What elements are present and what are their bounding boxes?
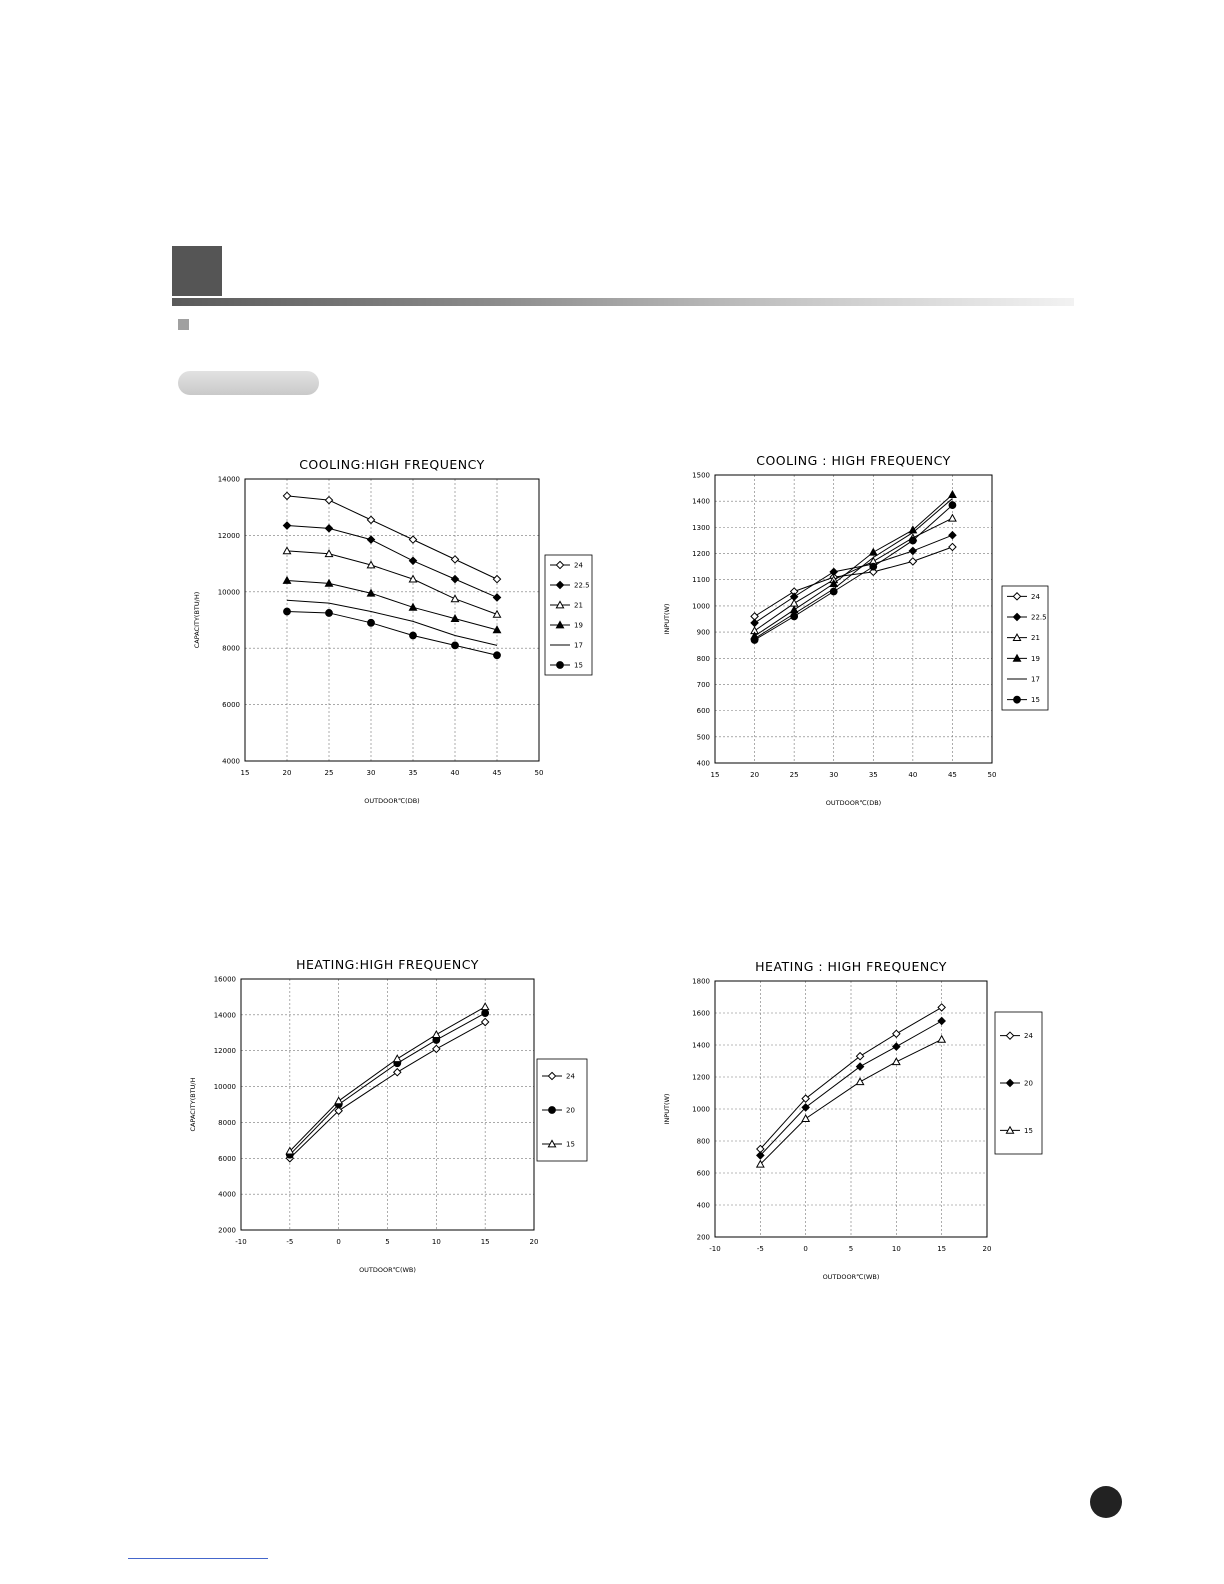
data-point	[482, 1010, 489, 1017]
x-tick-label: 40	[450, 769, 460, 777]
legend-label: 17	[574, 641, 583, 650]
data-point	[909, 537, 916, 544]
series-line	[287, 612, 497, 656]
legend-label: 21	[574, 601, 583, 610]
x-tick-label: 20	[282, 769, 292, 777]
data-point	[870, 563, 877, 570]
legend-label: 22.5	[1031, 613, 1047, 622]
series-line	[287, 526, 497, 598]
x-tick-label: 20	[750, 771, 760, 779]
data-point	[367, 516, 374, 523]
legend-label: 20	[1024, 1079, 1033, 1088]
data-point	[452, 642, 459, 649]
x-tick-label: 5	[848, 1245, 854, 1253]
y-tick-label: 1200	[692, 1073, 710, 1082]
y-axis-label: INPUT(W)	[663, 603, 671, 635]
series-line	[287, 600, 497, 645]
y-tick-label: 1200	[692, 550, 710, 559]
y-tick-label: 400	[696, 1201, 710, 1210]
data-point	[949, 543, 956, 550]
x-tick-label: 5	[385, 1238, 390, 1246]
y-tick-label: 200	[696, 1233, 710, 1242]
data-point	[751, 619, 758, 626]
heating-capacity-chart	[180, 950, 600, 1290]
data-point	[326, 610, 333, 617]
data-point	[394, 1055, 401, 1061]
x-tick-label: 10	[431, 1238, 441, 1246]
data-point	[938, 1017, 945, 1024]
x-tick-label: 40	[908, 771, 918, 779]
cooling-capacity-chart	[180, 450, 620, 825]
series-line	[755, 499, 953, 639]
y-tick-label: 700	[696, 680, 710, 689]
data-point	[433, 1031, 440, 1037]
x-tick-label: 30	[366, 769, 376, 777]
data-point	[893, 1058, 900, 1064]
y-tick-label: 6000	[218, 1154, 236, 1163]
data-point	[325, 525, 332, 532]
data-point	[493, 576, 500, 583]
data-point	[325, 497, 332, 504]
data-point	[870, 549, 877, 555]
y-tick-label: 900	[696, 628, 710, 637]
x-tick-label: 25	[324, 769, 334, 777]
data-point	[856, 1078, 863, 1084]
y-tick-label: 1100	[692, 576, 710, 585]
x-tick-label: 20	[982, 1245, 992, 1253]
data-point	[856, 1063, 863, 1070]
y-tick-label: 1300	[692, 523, 710, 532]
y-tick-label: 8000	[222, 644, 240, 653]
y-tick-label: 1800	[692, 977, 710, 986]
data-point	[493, 594, 500, 601]
data-point	[451, 595, 458, 601]
series-19	[751, 491, 956, 639]
y-tick-label: 2000	[218, 1226, 236, 1235]
y-tick-label: 400	[696, 759, 710, 768]
data-point	[283, 492, 290, 499]
x-tick-label: 15	[240, 769, 250, 777]
data-point	[409, 557, 416, 564]
y-tick-label: 800	[696, 654, 710, 663]
y-tick-label: 1600	[692, 1009, 710, 1018]
data-point	[893, 1030, 900, 1037]
y-tick-label: 14000	[213, 1011, 236, 1020]
data-point	[909, 558, 916, 565]
legend	[537, 1059, 587, 1161]
page-number-badge	[1090, 1486, 1122, 1518]
x-tick-label: 15	[937, 1245, 947, 1253]
data-point	[802, 1115, 809, 1121]
legend-label: 15	[574, 661, 583, 670]
data-point	[751, 637, 758, 644]
data-point	[830, 588, 837, 595]
data-point	[949, 502, 956, 509]
plot-area-frame	[245, 479, 539, 761]
data-point	[451, 556, 458, 563]
legend-label: 15	[566, 1140, 575, 1149]
y-tick-label: 1400	[692, 497, 710, 506]
x-tick-label: 35	[868, 771, 878, 779]
legend-label: 20	[566, 1106, 575, 1115]
data-point	[482, 1003, 489, 1009]
legend-label: 15	[1031, 696, 1040, 705]
series-24	[751, 543, 956, 620]
grid	[241, 979, 534, 1230]
y-tick-label: 4000	[218, 1190, 236, 1199]
heating-input-chart	[663, 950, 1072, 1295]
legend-label: 22.5	[574, 581, 590, 590]
y-axis-label: INPUT(W)	[663, 1093, 671, 1125]
legend-label: 17	[1031, 675, 1040, 684]
legend-label: 24	[1031, 592, 1040, 601]
y-tick-label: 1400	[692, 1041, 710, 1050]
legend-frame	[545, 555, 592, 675]
chart-title: COOLING : HIGH FREQUENCY	[756, 453, 951, 468]
y-tick-label: 4000	[222, 757, 240, 766]
x-tick-label: 10	[891, 1245, 901, 1253]
y-tick-label: 1500	[692, 471, 710, 480]
series-line	[290, 1022, 485, 1158]
data-point	[791, 613, 798, 620]
cooling-input-chart	[663, 450, 1072, 825]
x-tick-label: 25	[789, 771, 799, 779]
legend-label: 24	[574, 561, 583, 570]
section-header-rule	[172, 298, 1074, 306]
data-point	[283, 522, 290, 529]
series-15	[751, 502, 956, 644]
series-17	[755, 499, 953, 639]
y-tick-label: 14000	[217, 475, 240, 484]
y-tick-label: 10000	[213, 1083, 236, 1092]
legend-marker	[549, 1107, 556, 1114]
data-point	[410, 632, 417, 639]
x-axis-label: OUTDOOR℃(WB)	[822, 1273, 880, 1281]
x-tick-label: 20	[529, 1238, 539, 1246]
legend	[545, 555, 592, 675]
y-tick-label: 600	[696, 1169, 710, 1178]
series-line	[755, 495, 953, 636]
data-point	[433, 1045, 440, 1052]
y-tick-label: 8000	[218, 1118, 236, 1127]
y-tick-label: 1000	[692, 602, 710, 611]
data-point	[949, 532, 956, 539]
y-tick-label: 600	[696, 707, 710, 716]
x-tick-label: 45	[492, 769, 502, 777]
legend-label: 24	[1024, 1032, 1033, 1041]
legend-frame	[1002, 586, 1048, 710]
legend-label: 19	[574, 621, 583, 630]
data-point	[482, 1018, 489, 1025]
chart-title: HEATING:HIGH FREQUENCY	[296, 957, 479, 972]
x-axis-label: OUTDOOR℃(DB)	[825, 799, 882, 807]
footer-link-underline	[128, 1558, 268, 1559]
data-point	[367, 536, 374, 543]
x-tick-label: -10	[235, 1238, 247, 1246]
series-17	[287, 600, 497, 645]
legend-marker	[1014, 696, 1021, 703]
y-tick-label: 500	[696, 733, 710, 742]
data-point	[938, 1036, 945, 1042]
series-line	[287, 496, 497, 579]
legend-label: 24	[566, 1072, 575, 1081]
series-24	[283, 492, 500, 582]
x-tick-label: 0	[336, 1238, 341, 1246]
subsection-bullet	[178, 319, 189, 330]
grid	[715, 981, 987, 1237]
data-point	[949, 491, 956, 497]
y-tick-label: 12000	[213, 1047, 236, 1056]
data-point	[451, 576, 458, 583]
x-tick-label: -5	[756, 1245, 764, 1253]
section-number-block	[172, 246, 222, 296]
legend	[1002, 586, 1048, 710]
x-tick-label: 15	[710, 771, 720, 779]
x-axis-label: OUTDOOR℃(WB)	[359, 1266, 416, 1274]
legend	[995, 1012, 1042, 1154]
y-axis-label: CAPACITY(BTU/H	[189, 1077, 197, 1132]
chart-title: HEATING : HIGH FREQUENCY	[755, 959, 947, 974]
data-point	[494, 652, 501, 659]
y-tick-label: 10000	[217, 588, 240, 597]
y-axis-label: CAPACITY(BTU/H)	[193, 591, 201, 649]
x-tick-label: 0	[803, 1245, 808, 1253]
y-tick-label: 800	[696, 1137, 710, 1146]
x-tick-label: -5	[286, 1238, 294, 1246]
data-point	[791, 600, 798, 606]
data-point	[368, 619, 375, 626]
data-point	[284, 608, 291, 615]
x-axis-label: OUTDOOR℃(DB)	[364, 797, 420, 805]
legend-marker	[557, 662, 564, 669]
x-tick-label: 35	[408, 769, 418, 777]
series-22.5	[283, 522, 500, 601]
legend-label: 19	[1031, 654, 1040, 663]
data-point	[949, 515, 956, 521]
x-tick-label: -10	[709, 1245, 721, 1253]
y-tick-label: 1000	[692, 1105, 710, 1114]
data-point	[283, 547, 290, 553]
legend-label: 21	[1031, 634, 1040, 643]
series-15	[284, 608, 501, 659]
y-tick-label: 12000	[217, 531, 240, 540]
data-point	[938, 1004, 945, 1011]
x-tick-label: 45	[947, 771, 957, 779]
x-tick-label: 50	[534, 769, 544, 777]
x-tick-label: 30	[829, 771, 839, 779]
data-point	[409, 536, 416, 543]
x-tick-label: 50	[987, 771, 997, 779]
legend-label: 15	[1024, 1126, 1033, 1135]
x-tick-label: 15	[480, 1238, 490, 1246]
subsection-tab	[178, 371, 319, 395]
data-point	[394, 1069, 401, 1076]
data-point	[493, 611, 500, 617]
grid	[245, 479, 539, 761]
y-tick-label: 6000	[222, 701, 240, 710]
chart-title: COOLING:HIGH FREQUENCY	[299, 457, 485, 472]
data-point	[830, 568, 837, 575]
y-tick-label: 16000	[213, 975, 236, 984]
data-point	[893, 1043, 900, 1050]
data-point	[283, 577, 290, 583]
data-point	[335, 1097, 342, 1103]
series-line	[287, 581, 497, 630]
